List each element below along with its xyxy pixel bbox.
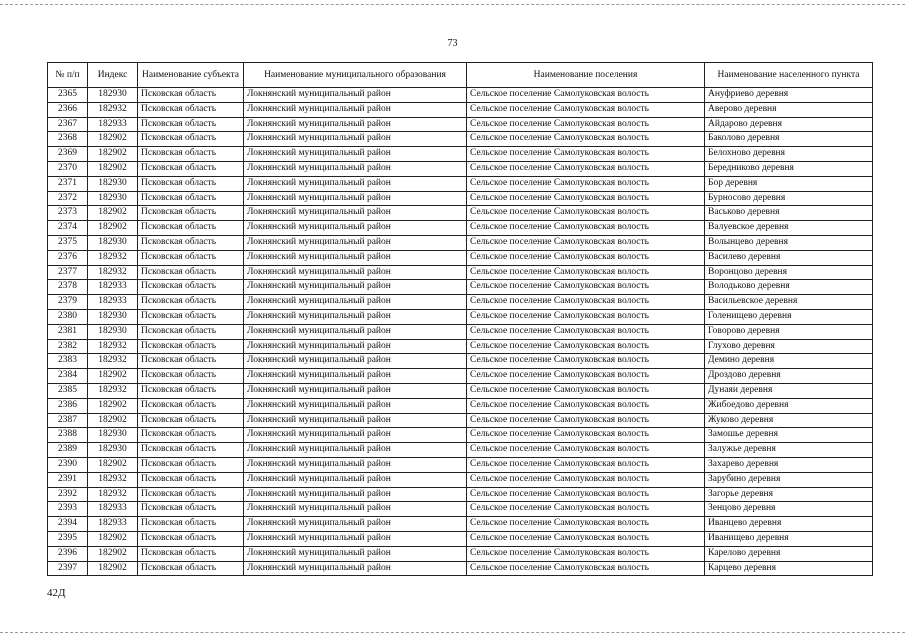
footer-code: 42Д [47,587,66,599]
cell-locality: Зенцово деревня [705,502,873,517]
cell-municipality: Локнянский муниципальный район [244,117,467,132]
cell-settlement: Сельское поселение Самолуковская волость [467,117,705,132]
table-row [48,398,873,413]
cell-index: 182930 [88,176,138,191]
table-row [48,161,873,176]
cell-municipality: Локнянский муниципальный район [244,309,467,324]
cell-settlement: Сельское поселение Самолуковская волость [467,413,705,428]
cell-index: 182930 [88,324,138,339]
cell-settlement: Сельское поселение Самолуковская волость [467,235,705,250]
cell-locality: Жуково деревня [705,413,873,428]
cell-municipality: Локнянский муниципальный район [244,339,467,354]
cell-municipality: Локнянский муниципальный район [244,191,467,206]
cell-locality: Карцево деревня [705,561,873,576]
page-number: 73 [447,38,458,49]
table-row [48,309,873,324]
cell-subject: Псковская область [138,161,244,176]
cell-municipality: Локнянский муниципальный район [244,457,467,472]
cell-num: 2374 [48,221,88,236]
cell-subject: Псковская область [138,339,244,354]
cell-settlement: Сельское поселение Самолуковская волость [467,176,705,191]
cell-num: 2391 [48,472,88,487]
cell-municipality: Локнянский муниципальный район [244,88,467,103]
cell-settlement: Сельское поселение Самолуковская волость [467,339,705,354]
cell-settlement: Сельское поселение Самолуковская волость [467,265,705,280]
cell-subject: Псковская область [138,235,244,250]
cell-index: 182932 [88,102,138,117]
cell-settlement: Сельское поселение Самолуковская волость [467,280,705,295]
cell-locality: Ануфриево деревня [705,88,873,103]
cell-settlement: Сельское поселение Самолуковская волость [467,295,705,310]
cell-settlement: Сельское поселение Самолуковская волость [467,517,705,532]
cell-municipality: Локнянский муниципальный район [244,517,467,532]
table-row [48,265,873,280]
cell-locality: Волынцево деревня [705,235,873,250]
table-row [48,221,873,236]
cell-municipality: Локнянский муниципальный район [244,102,467,117]
cell-subject: Псковская область [138,265,244,280]
header-settlement: Наименование поселения [467,63,705,88]
cell-locality: Глухово деревня [705,339,873,354]
cell-subject: Псковская область [138,472,244,487]
cell-locality: Дунаяи деревня [705,383,873,398]
cell-num: 2369 [48,147,88,162]
table-row [48,339,873,354]
cell-municipality: Локнянский муниципальный район [244,398,467,413]
cell-subject: Псковская область [138,221,244,236]
cell-num: 2388 [48,428,88,443]
cell-num: 2375 [48,235,88,250]
table-header-row [48,63,873,88]
cell-index: 182932 [88,354,138,369]
table-row [48,88,873,103]
table-row [48,354,873,369]
cell-subject: Псковская область [138,457,244,472]
cell-locality: Бор деревня [705,176,873,191]
cell-subject: Псковская область [138,191,244,206]
cell-subject: Псковская область [138,443,244,458]
cell-locality: Айдарово деревня [705,117,873,132]
cell-index: 182902 [88,398,138,413]
cell-index: 182932 [88,472,138,487]
cell-municipality: Локнянский муниципальный район [244,561,467,576]
cell-locality: Замошье деревня [705,428,873,443]
cell-settlement: Сельское поселение Самолуковская волость [467,443,705,458]
table-row [48,280,873,295]
cell-settlement: Сельское поселение Самолуковская волость [467,161,705,176]
cell-index: 182930 [88,191,138,206]
cell-subject: Псковская область [138,502,244,517]
cell-num: 2383 [48,354,88,369]
cell-settlement: Сельское поселение Самолуковская волость [467,206,705,221]
table-row [48,472,873,487]
cell-index: 182932 [88,250,138,265]
table-body [48,88,873,576]
cell-locality: Баколово деревня [705,132,873,147]
cell-num: 2396 [48,546,88,561]
cell-settlement: Сельское поселение Самолуковская волость [467,531,705,546]
cell-settlement: Сельское поселение Самолуковская волость [467,88,705,103]
cell-index: 182930 [88,443,138,458]
cell-num: 2372 [48,191,88,206]
cell-index: 182932 [88,383,138,398]
table-row [48,102,873,117]
cell-subject: Псковская область [138,531,244,546]
cell-subject: Псковская область [138,117,244,132]
cell-municipality: Локнянский муниципальный район [244,265,467,280]
cell-settlement: Сельское поселение Самолуковская волость [467,147,705,162]
table-row [48,517,873,532]
table-row [48,369,873,384]
cell-municipality: Локнянский муниципальный район [244,413,467,428]
cell-municipality: Локнянский муниципальный район [244,324,467,339]
cell-num: 2381 [48,324,88,339]
cell-num: 2386 [48,398,88,413]
cell-settlement: Сельское поселение Самолуковская волость [467,191,705,206]
cell-municipality: Локнянский муниципальный район [244,354,467,369]
cell-locality: Карелово деревня [705,546,873,561]
cell-num: 2371 [48,176,88,191]
cell-num: 2392 [48,487,88,502]
cell-settlement: Сельское поселение Самолуковская волость [467,561,705,576]
cell-locality: Бередниково деревня [705,161,873,176]
cell-locality: Валуевское деревня [705,221,873,236]
cell-index: 182902 [88,531,138,546]
table-row [48,206,873,221]
cell-locality: Захарево деревня [705,457,873,472]
cell-num: 2389 [48,443,88,458]
cell-num: 2385 [48,383,88,398]
cell-index: 182933 [88,517,138,532]
cell-subject: Псковская область [138,176,244,191]
cell-settlement: Сельское поселение Самолуковская волость [467,502,705,517]
cell-subject: Псковская область [138,517,244,532]
table-row [48,235,873,250]
table-row [48,295,873,310]
cell-num: 2384 [48,369,88,384]
cell-index: 182902 [88,161,138,176]
table-row [48,176,873,191]
cell-num: 2368 [48,132,88,147]
cell-subject: Псковская область [138,354,244,369]
cell-municipality: Локнянский муниципальный район [244,280,467,295]
cell-num: 2390 [48,457,88,472]
cell-subject: Псковская область [138,88,244,103]
cell-municipality: Локнянский муниципальный район [244,428,467,443]
cell-municipality: Локнянский муниципальный район [244,369,467,384]
cell-subject: Псковская область [138,295,244,310]
cell-locality: Говорово деревня [705,324,873,339]
cell-index: 182902 [88,206,138,221]
cell-index: 182902 [88,561,138,576]
cell-settlement: Сельское поселение Самолуковская волость [467,383,705,398]
cell-num: 2379 [48,295,88,310]
cell-num: 2366 [48,102,88,117]
cell-num: 2380 [48,309,88,324]
cell-locality: Васильевское деревня [705,295,873,310]
cell-municipality: Локнянский муниципальный район [244,295,467,310]
cell-subject: Псковская область [138,132,244,147]
cell-index: 182902 [88,546,138,561]
cell-index: 182902 [88,221,138,236]
cell-index: 182933 [88,117,138,132]
cell-settlement: Сельское поселение Самолуковская волость [467,487,705,502]
cell-index: 182930 [88,428,138,443]
cell-index: 182933 [88,295,138,310]
table-row [48,117,873,132]
cell-num: 2393 [48,502,88,517]
table-row [48,457,873,472]
cell-num: 2377 [48,265,88,280]
cell-municipality: Локнянский муниципальный район [244,235,467,250]
cell-locality: Жибоедово деревня [705,398,873,413]
cell-num: 2373 [48,206,88,221]
table-row [48,147,873,162]
cell-locality: Залужье деревня [705,443,873,458]
header-locality: Наименование населенного пункта [705,63,873,88]
table-row [48,413,873,428]
cell-subject: Псковская область [138,147,244,162]
table-row [48,191,873,206]
cell-locality: Воронцово деревня [705,265,873,280]
cell-subject: Псковская область [138,428,244,443]
table-row [48,487,873,502]
cell-locality: Демино деревня [705,354,873,369]
cell-municipality: Локнянский муниципальный район [244,161,467,176]
cell-locality: Васьково деревня [705,206,873,221]
scan-edge-top [0,4,905,5]
cell-num: 2382 [48,339,88,354]
cell-index: 182933 [88,280,138,295]
cell-locality: Белохново деревня [705,147,873,162]
cell-municipality: Локнянский муниципальный район [244,206,467,221]
table-row [48,561,873,576]
cell-index: 182902 [88,147,138,162]
cell-settlement: Сельское поселение Самолуковская волость [467,369,705,384]
table-row [48,443,873,458]
cell-locality: Голенищево деревня [705,309,873,324]
cell-municipality: Локнянский муниципальный район [244,531,467,546]
cell-locality: Иванцево деревня [705,517,873,532]
cell-subject: Псковская область [138,102,244,117]
table-row [48,531,873,546]
scan-edge-bottom [0,632,905,633]
table-row [48,132,873,147]
header-index: Индекс [88,63,138,88]
table-row [48,250,873,265]
cell-settlement: Сельское поселение Самолуковская волость [467,221,705,236]
cell-subject: Псковская область [138,413,244,428]
cell-subject: Псковская область [138,487,244,502]
cell-num: 2376 [48,250,88,265]
cell-index: 182930 [88,88,138,103]
cell-locality: Василево деревня [705,250,873,265]
cell-index: 182902 [88,369,138,384]
table-row [48,546,873,561]
cell-subject: Псковская область [138,206,244,221]
cell-settlement: Сельское поселение Самолуковская волость [467,132,705,147]
cell-locality: Иванищево деревня [705,531,873,546]
cell-settlement: Сельское поселение Самолуковская волость [467,546,705,561]
cell-index: 182932 [88,339,138,354]
cell-index: 182930 [88,235,138,250]
cell-municipality: Локнянский муниципальный район [244,132,467,147]
cell-settlement: Сельское поселение Самолуковская волость [467,428,705,443]
cell-municipality: Локнянский муниципальный район [244,487,467,502]
cell-locality: Загорье деревня [705,487,873,502]
cell-locality: Бурносово деревня [705,191,873,206]
cell-num: 2395 [48,531,88,546]
localities-table [47,62,873,576]
header-municipality: Наименование муниципального образования [244,63,467,88]
cell-locality: Дроздово деревня [705,369,873,384]
cell-index: 182902 [88,132,138,147]
cell-municipality: Локнянский муниципальный район [244,221,467,236]
table-row [48,428,873,443]
cell-settlement: Сельское поселение Самолуковская волость [467,324,705,339]
header-num: № п/п [48,63,88,88]
cell-municipality: Локнянский муниципальный район [244,176,467,191]
cell-subject: Псковская область [138,250,244,265]
cell-settlement: Сельское поселение Самолуковская волость [467,102,705,117]
cell-settlement: Сельское поселение Самолуковская волость [467,472,705,487]
table-row [48,324,873,339]
cell-municipality: Локнянский муниципальный район [244,443,467,458]
cell-subject: Псковская область [138,546,244,561]
cell-settlement: Сельское поселение Самолуковская волость [467,250,705,265]
cell-locality: Зарубино деревня [705,472,873,487]
cell-locality: Аверово деревня [705,102,873,117]
cell-subject: Псковская область [138,280,244,295]
cell-subject: Псковская область [138,369,244,384]
table-row [48,383,873,398]
cell-index: 182933 [88,502,138,517]
cell-settlement: Сельское поселение Самолуковская волость [467,309,705,324]
cell-index: 182932 [88,265,138,280]
table-row [48,502,873,517]
cell-settlement: Сельское поселение Самолуковская волость [467,398,705,413]
cell-num: 2394 [48,517,88,532]
cell-index: 182930 [88,309,138,324]
cell-locality: Володьково деревня [705,280,873,295]
cell-subject: Псковская область [138,324,244,339]
cell-num: 2370 [48,161,88,176]
cell-municipality: Локнянский муниципальный район [244,546,467,561]
cell-index: 182932 [88,487,138,502]
cell-subject: Псковская область [138,398,244,413]
cell-municipality: Локнянский муниципальный район [244,250,467,265]
cell-subject: Псковская область [138,383,244,398]
cell-municipality: Локнянский муниципальный район [244,502,467,517]
cell-settlement: Сельское поселение Самолуковская волость [467,457,705,472]
cell-index: 182902 [88,457,138,472]
cell-num: 2367 [48,117,88,132]
cell-municipality: Локнянский муниципальный район [244,472,467,487]
cell-municipality: Локнянский муниципальный район [244,383,467,398]
cell-num: 2365 [48,88,88,103]
cell-subject: Псковская область [138,309,244,324]
cell-subject: Псковская область [138,561,244,576]
cell-settlement: Сельское поселение Самолуковская волость [467,354,705,369]
cell-index: 182902 [88,413,138,428]
cell-municipality: Локнянский муниципальный район [244,147,467,162]
cell-num: 2397 [48,561,88,576]
header-subject: Наименование субъекта [138,63,244,88]
cell-num: 2378 [48,280,88,295]
cell-num: 2387 [48,413,88,428]
